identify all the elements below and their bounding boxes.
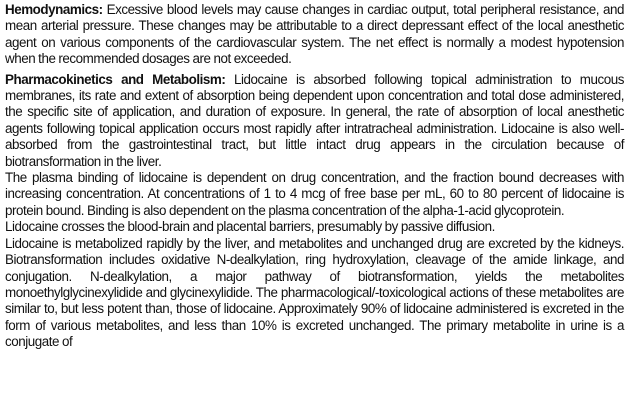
- plasma-binding-paragraph: The plasma binding of lidocaine is dependent on drug concentration, and the fraction bound decreases with increasing concentration. At concentrations of 1 to 4 mcg of free base per mL, 60 to 80 percent of lidocaine is protein bound. Binding is also dependent on the plasma concentration of the alpha-1-acid glycoprotein.: [5, 170, 624, 218]
- pharmacokinetics-paragraph: [5, 72, 624, 170]
- pharmacokinetics-heading: Pharmacokinetics and Metabolism:: [5, 71, 226, 87]
- hemodynamics-paragraph: [5, 2, 624, 68]
- metabolism-paragraph: Lidocaine is metabolized rapidly by the liver, and metabolites and unchanged drug are excreted by the kidneys. Biotransformation includes oxidative N-dealkylation, ring hydroxylation, cleavage of the amide linkage, and conjugation. N-dealkylation, a major pathway of biotransformation, yields the metabolites monoethylglycinexylidide and glycinexylidide. The pharmacological/-toxicological actions of these metabolites are similar to, but less potent than, those of lidocaine. Approximately 90% of lidocaine administered is excreted in the form of various metabolites, and less than 10% is excreted unchanged. The primary metabolite in urine is a conjugate of: [5, 235, 624, 350]
- barriers-paragraph: Lidocaine crosses the blood-brain and placental barriers, presumably by passive diffusion.: [5, 219, 495, 235]
- hemodynamics-heading: Hemodynamics:: [5, 2, 103, 17]
- pharmacokinetics-text: Lidocaine is absorbed following topical administration to mucous membranes, its rate and extent of absorption being dependent upon concentration and total dose administered, the specific site of application, and duration of exposure. In general, the rate of absorption of local anesthetic agents following topical application occurs most rapidly after intratracheal administration. Lidocaine is also well-absorbed from the gastrointestinal tract, but little intact drug appears in the circulation because of biotransformation in the liver.: [5, 71, 624, 169]
- hemodynamics-text: Excessive blood levels may cause changes in cardiac output, total peripheral resistance, and mean arterial pressure. These changes may be attributable to a direct depressant effect of the local anesthetic agent on various components of the cardiovascular system. The net effect is normally a modest hypotension when the recommended dosages are not exceeded.: [5, 2, 624, 67]
